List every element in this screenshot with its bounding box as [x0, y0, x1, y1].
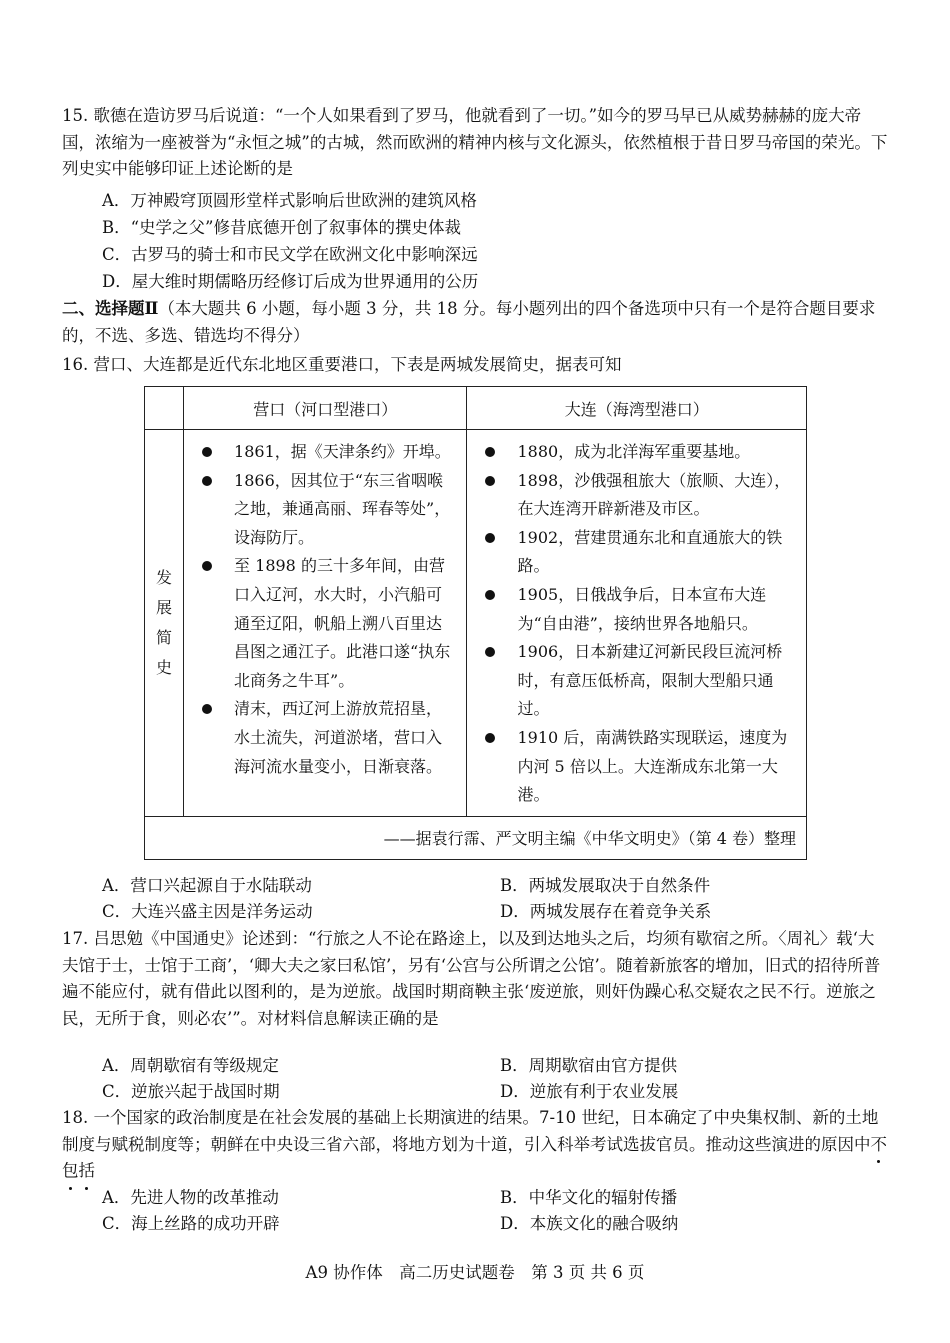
table-source: ——据袁行霈、严文明主编《中华文明史》（第 4 卷）整理 — [145, 816, 807, 859]
question-number: 15. — [62, 106, 89, 125]
option-a: A．先进人物的改革推动 — [102, 1188, 279, 1207]
table-corner-cell — [145, 387, 184, 430]
yingkou-history-cell — [184, 430, 467, 817]
section-description: （本大题共 6 小题，每小题 3 分，共 18 分。每小题列出的四个备选项中只有一个是符合题目要求的，不选、多选、错选均不得分） — [62, 299, 876, 345]
section-title: 二、选择题Ⅱ — [62, 299, 159, 318]
question-15 — [62, 103, 890, 183]
list-item: 1861，据《天津条约》开埠。 — [198, 438, 456, 467]
option-a: A．营口兴起源自于水陆联动 — [102, 876, 312, 895]
column-header-dalian: 大连（海湾型港口） — [467, 387, 807, 430]
section-header — [62, 296, 890, 349]
list-item: 1905，日俄战争后，日本宣布大连为“自由港”，接纳世界各地船只。 — [481, 581, 796, 638]
option-c: C．大连兴盛主因是洋务运动 — [102, 902, 313, 921]
list-item: 1898，沙俄强租旅大（旅顺、大连），在大连湾开辟新港及市区。 — [481, 467, 796, 524]
option-b: B．两城发展取决于自然条件 — [500, 876, 711, 895]
side-label: 发 展 简 史 — [145, 430, 184, 817]
question-text: 吕思勉《中国通史》论述到：“行旅之人不论在路途上，以及到达地头之后，均须有歇宿之所。〈周礼〉载‘大夫馆于士，士馆于工商’，‘卿大夫之家曰私馆’，另有‘公宫与公所谓之公馆’。随着新旅客的增加，旧式的招待所普遍不能应付，就有借此以图利的，是为逆旅。战国时期商鞅主张‘废逆旅，则奸伪躁心私交疑农之民不行。逆旅之民，无所于食，则必农’”。对材料信息解读正确的是 — [62, 929, 881, 1028]
option-d: D．本族文化的融合吸纳 — [500, 1214, 679, 1233]
dalian-history-cell — [467, 430, 807, 817]
question-number: 17. — [62, 929, 89, 948]
emphasis-text: 不包括 — [62, 1135, 887, 1181]
table-source-row — [145, 816, 807, 859]
column-header-yingkou: 营口（河口型港口） — [184, 387, 467, 430]
question-number: 16. — [62, 355, 89, 374]
question-text: 一个国家的政治制度是在社会发展的基础上长期演进的结果。7-10 世纪，日本确定了中央集权制、新的土地制度与赋税制度等；朝鲜在中央设三省六部，将地方划为十道，引入科举考试选拔官员。推动这些演进的原因中 — [62, 1108, 879, 1154]
question-18 — [62, 1105, 890, 1185]
option-c: C．古罗马的骑士和市民文学在欧洲文化中影响深远 — [102, 245, 478, 264]
list-item: 1902，营建贯通东北和直通旅大的铁路。 — [481, 524, 796, 581]
option-b: B．“史学之父”修昔底德开创了叙事体的撰史体裁 — [102, 218, 461, 237]
option-c: C．逆旅兴起于战国时期 — [102, 1082, 280, 1101]
question-17 — [62, 926, 890, 1032]
list-item: 1910 后，南满铁路实现联运，速度为内河 5 倍以上。大连渐成东北第一大港。 — [481, 724, 796, 810]
option-d: D．两城发展存在着竞争关系 — [500, 902, 712, 921]
option-b: B．周期歇宿由官方提供 — [500, 1056, 678, 1075]
list-item: 1880，成为北洋海军重要基地。 — [481, 438, 796, 467]
list-item: 至 1898 的三十多年间，由营口入辽河，水大时，小汽船可通至辽阳，帆船上溯八百里达昌图之通江子。此港口遂“执东北商务之牛耳”。 — [198, 552, 456, 695]
list-item: 清末，西辽河上游放荒招垦，水土流失，河道淤堵，营口入海河流水量变小，日渐衰落。 — [198, 695, 456, 781]
option-d: D．屋大维时期儒略历经修订后成为世界通用的公历 — [102, 272, 479, 291]
list-item: 1866，因其位于“东三省咽喉之地，兼通高丽、珲春等处”，设海防厅。 — [198, 467, 456, 553]
page-footer: A9 协作体 高二历史试题卷 第 3 页 共 6 页 — [305, 1263, 645, 1282]
history-table — [144, 386, 807, 860]
table-header-row — [145, 387, 807, 430]
question-text: 营口、大连都是近代东北地区重要港口，下表是两城发展简史，据表可知 — [93, 355, 622, 374]
question-16 — [62, 352, 890, 379]
option-a: A．周朝歇宿有等级规定 — [102, 1056, 279, 1075]
table-body-row — [145, 430, 807, 817]
list-item: 1906，日本新建辽河新民段巨流河桥时，有意压低桥高，限制大型船只通过。 — [481, 638, 796, 724]
option-d: D．逆旅有利于农业发展 — [500, 1082, 679, 1101]
option-a: A．万神殿穹顶圆形堂样式影响后世欧洲的建筑风格 — [102, 191, 477, 210]
option-c: C．海上丝路的成功开辟 — [102, 1214, 280, 1233]
question-number: 18. — [62, 1108, 89, 1127]
option-b: B．中华文化的辐射传播 — [500, 1188, 678, 1207]
question-text: 歌德在造访罗马后说道：“一个人如果看到了罗马，他就看到了一切。”如今的罗马早已从威势赫赫的庞大帝国，浓缩为一座被誉为“永恒之城”的古城，然而欧洲的精神内核与文化源头，依然植根于昔日罗马帝国的荣光。下列史实中能够印证上述论断的是 — [62, 106, 888, 178]
